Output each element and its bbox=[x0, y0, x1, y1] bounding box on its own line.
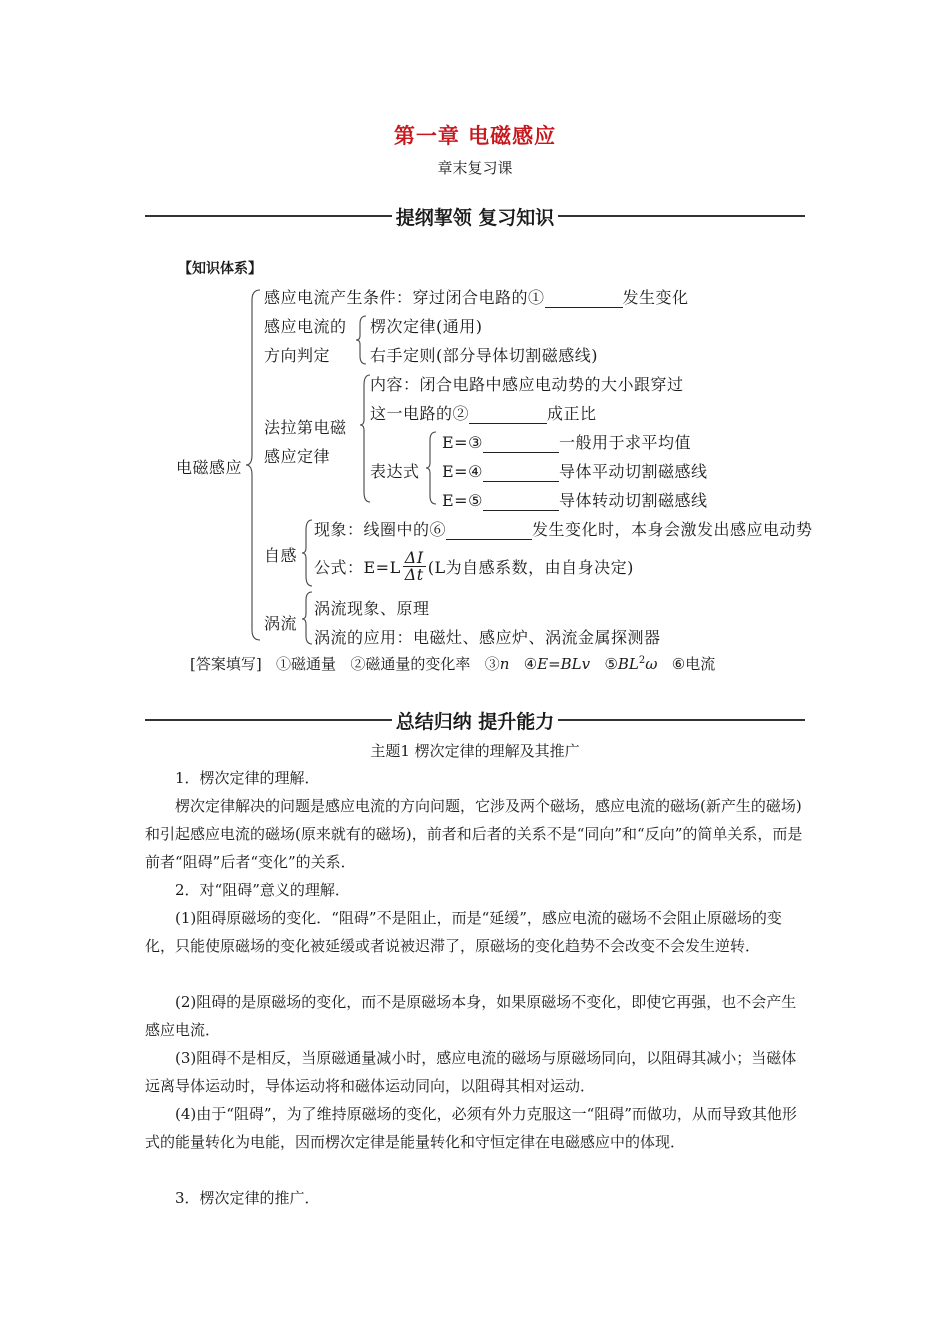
heading-1: 1．楞次定律的理解． bbox=[175, 769, 320, 787]
answer-3-value: n bbox=[499, 655, 510, 673]
answer-1: ①磁通量 bbox=[276, 655, 337, 673]
answer-4-value: E=BLv bbox=[537, 655, 591, 673]
blank-1 bbox=[545, 289, 623, 308]
answer-5-tail: ω bbox=[645, 655, 658, 673]
mindmap-root: 电磁感应 bbox=[176, 458, 243, 477]
blank-6 bbox=[446, 521, 532, 540]
fraction-numerator: ΔI bbox=[403, 550, 426, 567]
heading-2: 2．对“阻碍”意义的理解． bbox=[175, 881, 350, 899]
self-formula bbox=[314, 550, 634, 583]
faraday-content-1: 内容：闭合电路中感应电动势的大小跟穿过 bbox=[370, 375, 684, 394]
knowledge-label: 【知识体系】 bbox=[178, 261, 262, 277]
expr-3-text: E=⑤ bbox=[442, 491, 483, 510]
self-phenomenon bbox=[314, 517, 813, 540]
self-phen-text: 现象：线圈中的⑥ bbox=[314, 520, 447, 539]
content-2-text: 这一电路的② bbox=[370, 404, 470, 423]
fraction bbox=[403, 550, 426, 583]
chapter-subtitle: 章末复习课 bbox=[437, 159, 513, 177]
expr-3 bbox=[442, 488, 707, 511]
self-phen-tail: 发生变化时，本身会激发出感应电动势 bbox=[532, 520, 813, 539]
faraday-label-2: 感应定律 bbox=[264, 447, 331, 466]
answer-5-value: BL bbox=[617, 655, 639, 673]
faraday-content-2 bbox=[370, 401, 597, 424]
eddy-item-2: 涡流的应用：电磁灶、感应炉、涡流金属探测器 bbox=[314, 628, 661, 647]
expr-label: 表达式 bbox=[370, 462, 420, 481]
eddy-label: 涡流 bbox=[264, 614, 298, 633]
section-banner-summary bbox=[145, 707, 805, 733]
expr-2-text: E=④ bbox=[442, 462, 483, 481]
heading-3: 3．楞次定律的推广． bbox=[175, 1189, 320, 1207]
paragraph-5: (4)由于“阻碍”，为了维持原磁场的变化，必须有外力克服这一“阻碍”而做功，从而导致其他形式的能量转化为电能，因而楞次定律是能量转化和守恒定律在电磁感应中的体现． bbox=[145, 1105, 797, 1151]
paragraph-2: (1)阻碍原磁场的变化．“阻碍”不是阻止，而是“延缓”，感应电流的磁场不会阻止原磁场的变化，只能使原磁场的变化被延缓或者说被迟滞了，原磁场的变化趋势不会改变不会发生逆转． bbox=[145, 909, 782, 955]
cond-tail: 发生变化 bbox=[622, 288, 689, 307]
answer-label: [答案填写] bbox=[190, 655, 262, 673]
expr-1-tail: 一般用于求平均值 bbox=[558, 433, 691, 452]
brace-expression bbox=[426, 432, 436, 504]
expr-2-tail: 导体平动切割磁感线 bbox=[558, 462, 708, 481]
brace-eddy bbox=[302, 592, 312, 644]
brace-root bbox=[246, 290, 260, 640]
blank-5 bbox=[483, 492, 559, 511]
answer-5-mark: ⑤ bbox=[604, 655, 618, 673]
answer-3-mark: ③ bbox=[484, 655, 500, 673]
eddy-item-1: 涡流现象、原理 bbox=[314, 599, 430, 618]
expr-3-tail: 导体转动切割磁感线 bbox=[558, 491, 708, 510]
blank-4 bbox=[483, 463, 559, 482]
answer-2: ②磁通量的变化率 bbox=[350, 655, 471, 673]
expr-2 bbox=[442, 459, 707, 482]
content-2-tail: 成正比 bbox=[547, 404, 597, 423]
self-formula-text: 公式：E=L bbox=[314, 558, 401, 577]
section-title: 提纲挈领 复习知识 bbox=[392, 207, 559, 229]
dir-label-1: 感应电流的 bbox=[264, 317, 347, 336]
topic-title: 主题1 楞次定律的理解及其推广 bbox=[370, 742, 580, 760]
cond-line bbox=[264, 285, 689, 308]
expr-1-text: E=③ bbox=[442, 433, 483, 452]
expr-1 bbox=[442, 430, 691, 453]
blank-2 bbox=[469, 405, 547, 424]
answer-6: ⑥电流 bbox=[671, 655, 716, 673]
brace-direction bbox=[356, 316, 366, 364]
blank-3 bbox=[483, 434, 559, 453]
paragraph-4: (3)阻碍不是相反，当原磁通量减小时，感应电流的磁场与原磁场同向，以阻碍其减小；当磁体远离导体运动时，导体运动将和磁体运动同向，以阻碍其相对运动． bbox=[145, 1049, 797, 1095]
dir-item-right-hand: 右手定则(部分导体切割磁感线) bbox=[370, 346, 598, 365]
dir-label-2: 方向判定 bbox=[264, 346, 331, 365]
paragraph-1: 楞次定律解决的问题是感应电流的方向问题，它涉及两个磁场，感应电流的磁场(新产生的磁场)和引起感应电流的磁场(原来就有的磁场)，前者和后者的关系不是“同向”和“反向”的简单关系，而是前者“阻碍”后者“变化”的关系． bbox=[145, 797, 803, 871]
brace-faraday bbox=[360, 375, 370, 502]
self-label: 自感 bbox=[264, 546, 298, 565]
dir-item-lenz: 楞次定律(通用) bbox=[370, 317, 483, 336]
self-formula-tail: (L为自感系数，由自身决定) bbox=[427, 558, 634, 577]
faraday-label-1: 法拉第电磁 bbox=[264, 418, 347, 437]
cond-text: 感应电流产生条件：穿过闭合电路的① bbox=[264, 288, 545, 307]
fraction-denominator: Δt bbox=[404, 565, 424, 584]
answer-4-mark: ④ bbox=[523, 655, 538, 673]
brace-self bbox=[302, 520, 312, 586]
paragraph-3: (2)阻碍的是原磁场的变化，而不是原磁场本身，如果原磁场不变化，即使它再强，也不会产生感应电流． bbox=[145, 993, 797, 1039]
answer-line bbox=[190, 653, 715, 674]
chapter-title: 第一章 电磁感应 bbox=[393, 124, 557, 148]
answer-5-sup: 2 bbox=[638, 655, 646, 666]
section-banner-review bbox=[145, 203, 805, 229]
section-title: 总结归纳 提升能力 bbox=[392, 711, 559, 733]
